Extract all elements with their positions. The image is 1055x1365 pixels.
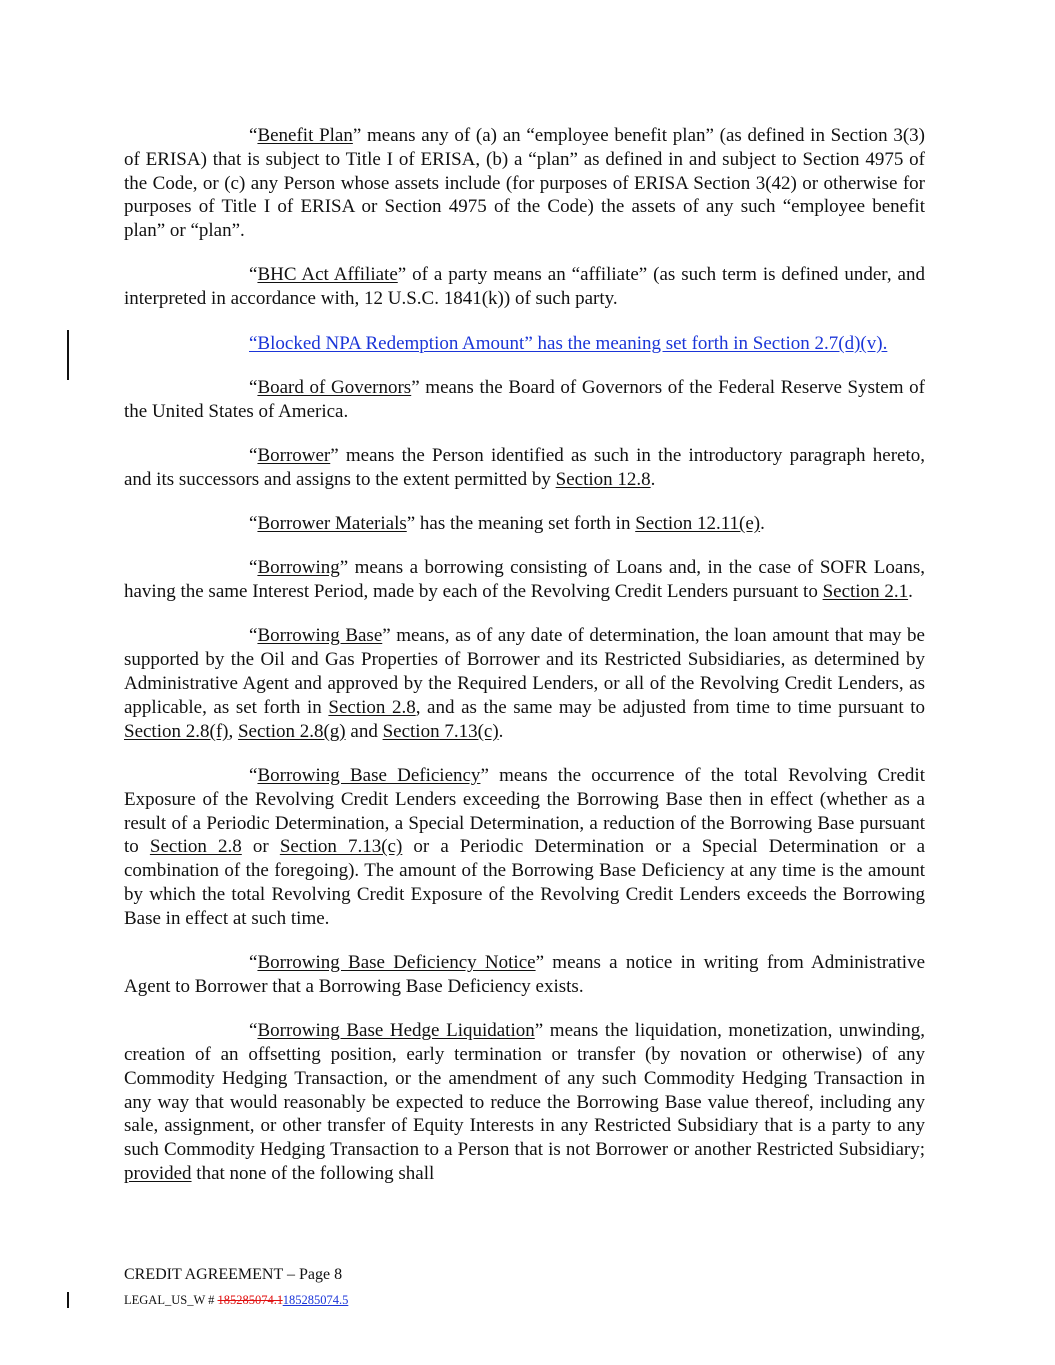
- definition-borrowing-base: “Borrowing Base” means, as of any date of determination, the loan amount that may be supported by the Oil and Gas Properties of Borrower and its Restricted Subsidiaries, as determined by Administrative Agent and approved by the Required Lenders, or all of the Revolving Credit Lenders, as applicable, as set forth in Section 2.8, and as the same may be adjusted from time to time pursuant to Section 2.8(f), Section 2.8(g) and Section 7.13(c).: [124, 625, 925, 742]
- section-reference: Section 7.13(c): [279, 836, 403, 858]
- definition-blocked-npa-redemption-amount: [124, 332, 925, 356]
- page-footer: [124, 1265, 348, 1310]
- defined-term: Borrowing Base Deficiency Notice: [257, 952, 536, 974]
- section-reference: Section 2.8: [328, 696, 416, 718]
- section-reference: Section 2.8: [149, 836, 242, 858]
- definition-borrowing-base-hedge-liquidation: “Borrowing Base Hedge Liquidation” means the liquidation, monetization, unwinding, creation of an offsetting position, early termination or transfer (by novation or otherwise) of any Commodity Hedging Transaction, or the amendment of any such Commodity Hedging Transaction in any way that would reasonably be expected to reduce the Borrowing Base value thereof, including any sale, assignment, or other transfer of Equity Interests in any Restricted Subsidiary that is a party to any such Commodity Hedging Transaction to a Person that is not Borrower or another Restricted Subsidiary; provided that none of the following shall: [124, 1020, 925, 1184]
- defined-term: Borrower Materials: [257, 513, 407, 535]
- definition-borrowing-base-deficiency-notice: “Borrowing Base Deficiency Notice” means a notice in writing from Administrative Agent to Borrower that a Borrowing Base Deficiency exists.: [124, 952, 926, 997]
- defined-term: Board of Governors: [257, 376, 412, 398]
- defined-term: Borrowing Base: [257, 625, 383, 647]
- defined-term: Borrower: [257, 444, 331, 466]
- deleted-document-id: 185285074.1: [217, 1293, 283, 1307]
- inserted-text: “Blocked NPA Redemption Amount” has the meaning set forth in Section 2.7(d)(v).: [249, 332, 888, 354]
- defined-term: Borrowing Base Hedge Liquidation: [257, 1020, 535, 1042]
- definition-borrower-materials: “Borrower Materials” has the meaning set forth in Section 12.11(e).: [249, 513, 765, 535]
- definition-borrower: “Borrower” means the Person identified as such in the introductory paragraph hereto, and its successors and assigns to the extent permitted by Section 12.8.: [124, 444, 925, 490]
- defined-term: Benefit Plan: [257, 125, 353, 146]
- defined-term: Borrowing: [257, 557, 340, 579]
- proviso-term: provided: [124, 1162, 192, 1184]
- section-reference: Section 2.8(f): [124, 720, 229, 742]
- section-reference: Section 2.8(g): [237, 720, 346, 742]
- defined-term: BHC Act Affiliate: [257, 264, 398, 286]
- section-reference: Section 2.1: [822, 581, 909, 603]
- section-reference: Section 7.13(c): [382, 720, 499, 742]
- inserted-document-id: 185285074.5: [282, 1293, 349, 1307]
- footer-change-bar: [67, 1292, 69, 1308]
- definition-board-of-governors: “Board of Governors” means the Board of Governors of the Federal Reserve System of the United States of America.: [124, 376, 925, 422]
- document-id: LEGAL_US_W # 185285074.1185285074.5: [124, 1293, 349, 1307]
- definition-borrowing-base-deficiency: “Borrowing Base Deficiency” means the occurrence of the total Revolving Credit Exposure of the Revolving Credit Lenders exceeding the Borrowing Base then in effect (whether as a result of a Periodic Determination, a Special Determination, a reduction of the Borrowing Base pursuant to Section 2.8 or Section 7.13(c) or a Periodic Determination or a Special Determination or a combination of the foregoing). The amount of the Borrowing Base Deficiency at any time is the amount by which the total Revolving Credit Exposure of the Revolving Credit Lenders exceeds the Borrowing Base in effect at such time.: [124, 764, 926, 929]
- page-label: CREDIT AGREEMENT – Page 8: [124, 1266, 343, 1283]
- section-reference: Section 12.11(e): [635, 513, 761, 535]
- change-bar: [67, 330, 69, 380]
- definition-bhc-act-affiliate: “BHC Act Affiliate” of a party means an “affiliate” (as such term is defined under, and interpreted in accordance with, 12 U.S.C. 1841(k)) of such party.: [124, 264, 925, 310]
- definition-borrowing: “Borrowing” means a borrowing consisting of Loans and, in the case of SOFR Loans, having the same Interest Period, made by each of the Revolving Credit Lenders pursuant to Section 2.1.: [124, 557, 925, 603]
- document-page: [124, 124, 925, 1206]
- definition-benefit-plan: “Benefit Plan” means any of (a) an “employee benefit plan” (as defined in Section 3(3) of ERISA) that is subject to Title I of ERISA, (b) a “plan” as defined in and subject to Section 4975 of the Code, or (c) any Person whose assets include (for purposes of ERISA Section 3(42) or otherwise for purposes of Title I of ERISA or Section 4975 of the Code) the assets of any such “employee benefit plan” or “plan”.: [124, 125, 926, 242]
- defined-term: Borrowing Base Deficiency: [257, 764, 481, 786]
- section-reference: Section 12.8: [555, 468, 651, 490]
